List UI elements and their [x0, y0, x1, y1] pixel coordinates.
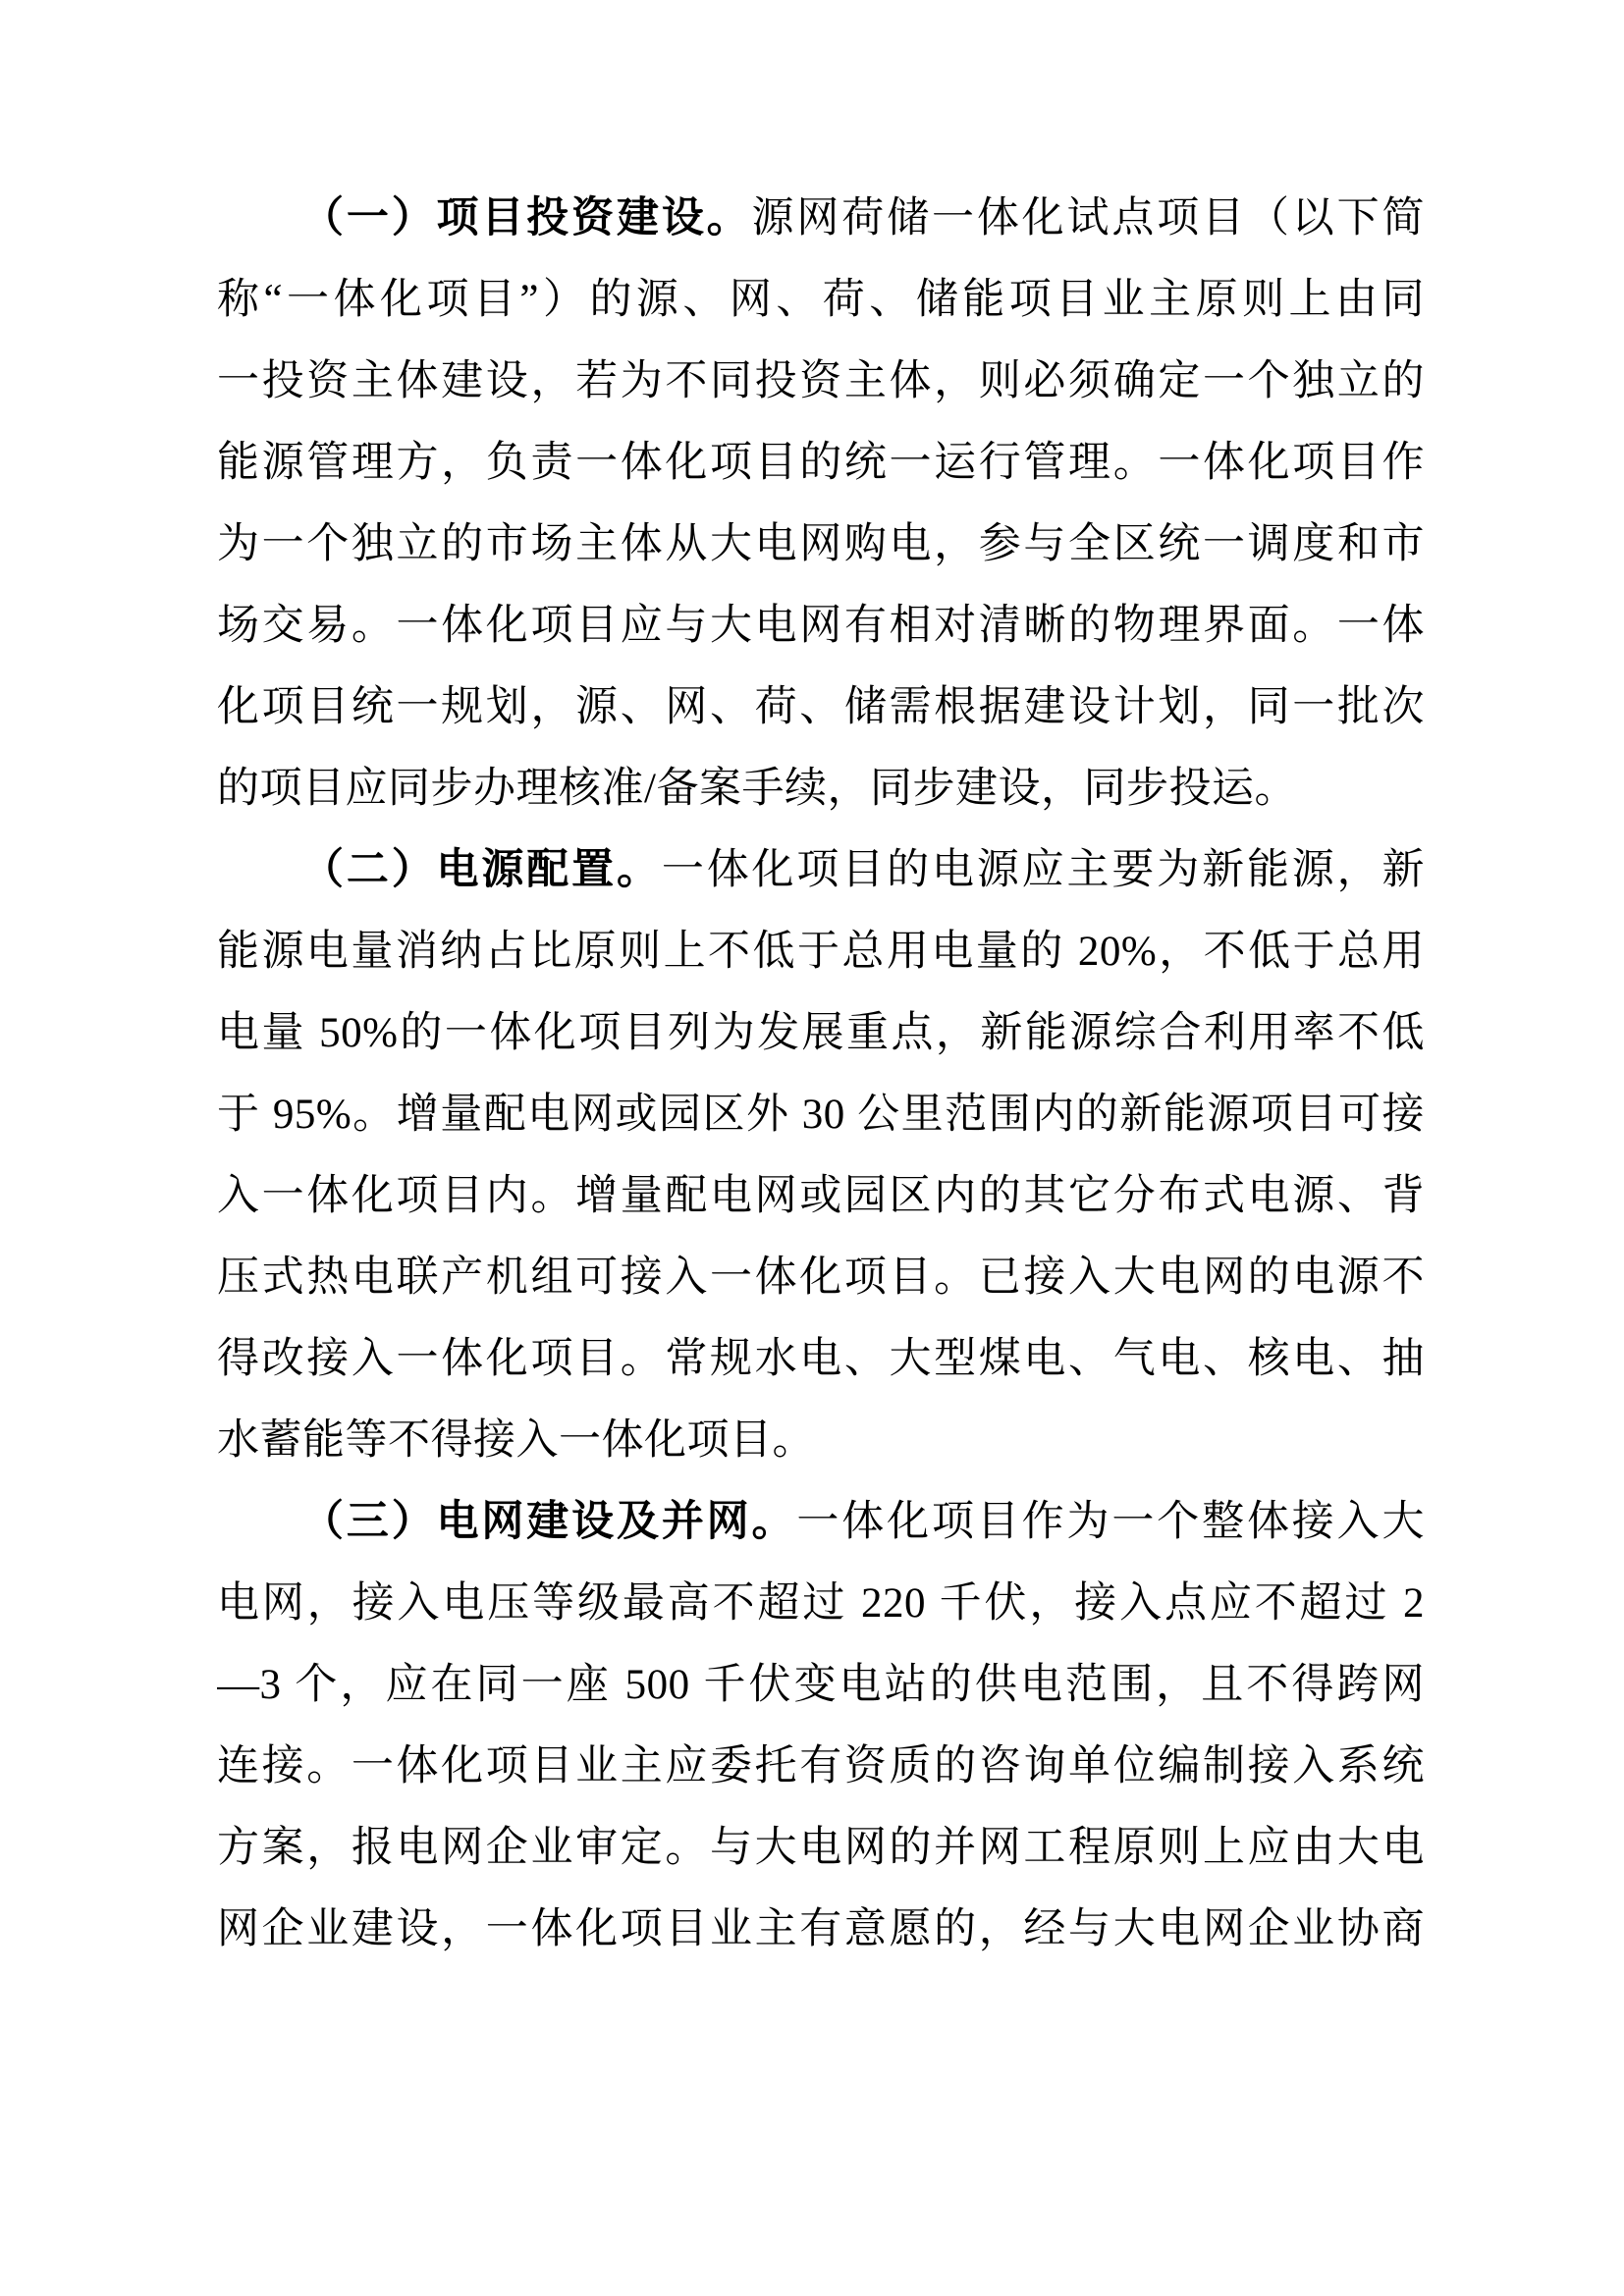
paragraph-3-line-5: [217, 1807, 1425, 1889]
line-text: 能源管理方，负责一体化项目的统一运行管理。一体化项目作: [217, 440, 1425, 486]
paragraph-2-line-4: [217, 1074, 1425, 1155]
line-text: 的项目应同步办理核准/备案手续，同步建设，同步投运。: [217, 766, 1297, 812]
paragraph-1-line-8: [217, 748, 1425, 829]
paragraph-1-line-6: [217, 585, 1425, 667]
line-text: 于 95%。增量配电网或园区外 30 公里范围内的新能源项目可接: [217, 1092, 1425, 1138]
section-3-heading: （三）电网建设及并网。: [301, 1499, 797, 1545]
line-text: —3 个，应在同一座 500 千伏变电站的供电范围，且不得跨网: [217, 1662, 1425, 1708]
paragraph-3-line-6: [217, 1889, 1425, 1970]
line-text: 入一体化项目内。增量配电网或园区内的其它分布式电源、背: [217, 1173, 1425, 1219]
line-text: 连接。一体化项目业主应委托有资质的咨询单位编制接入系统: [217, 1743, 1425, 1789]
paragraph-1-line-4: [217, 422, 1425, 504]
paragraph-2-line-3: [217, 992, 1425, 1074]
paragraph-2-line-2: [217, 911, 1425, 992]
line-text: 一体化项目作为一个整体接入大: [796, 1499, 1425, 1545]
line-text: 能源电量消纳占比原则上不低于总用电量的 20%，不低于总用: [217, 929, 1425, 975]
line-text: 电网，接入电压等级最高不超过 220 千伏，接入点应不超过 2: [217, 1580, 1425, 1627]
line-text: 网企业建设，一体化项目业主有意愿的，经与大电网企业协商: [217, 1906, 1425, 1952]
section-1-heading: （一）项目投资建设。: [301, 195, 752, 241]
paragraph-3-line-2: [217, 1563, 1425, 1644]
line-text: 方案，报电网企业审定。与大电网的并网工程原则上应由大电: [217, 1825, 1425, 1871]
line-text: 为一个独立的市场主体从大电网购电，参与全区统一调度和市: [217, 521, 1425, 567]
paragraph-2-line-6: [217, 1237, 1425, 1318]
line-text: 压式热电联产机组可接入一体化项目。已接入大电网的电源不: [217, 1255, 1425, 1301]
line-text: 水蓄能等不得接入一体化项目。: [217, 1417, 815, 1464]
line-text: 称“一体化项目”）的源、网、荷、储能项目业主原则上由同: [217, 277, 1425, 323]
document-body: [217, 178, 1425, 1970]
line-text: 电量 50%的一体化项目列为发展重点，新能源综合利用率不低: [217, 1010, 1425, 1056]
line-text: 化项目统一规划，源、网、荷、储需根据建设计划，同一批次: [217, 684, 1425, 730]
paragraph-1-line-1: [217, 178, 1425, 259]
section-2-heading: （二）电源配置。: [301, 847, 662, 893]
paragraph-2-line-8: [217, 1400, 1425, 1481]
line-text: 源网荷储一体化试点项目（以下简: [751, 195, 1425, 241]
paragraph-1-line-5: [217, 504, 1425, 585]
paragraph-3-line-4: [217, 1726, 1425, 1807]
line-text: 一体化项目的电源应主要为新能源，新: [661, 847, 1425, 893]
paragraph-1-line-3: [217, 341, 1425, 422]
paragraph-2-line-5: [217, 1155, 1425, 1237]
paragraph-1-line-7: [217, 667, 1425, 748]
line-text: 一投资主体建设，若为不同投资主体，则必须确定一个独立的: [217, 358, 1425, 404]
paragraph-3-line-1: [217, 1481, 1425, 1563]
paragraph-3-line-3: [217, 1644, 1425, 1726]
line-text: 场交易。一体化项目应与大电网有相对清晰的物理界面。一体: [217, 603, 1425, 649]
paragraph-1-line-2: [217, 259, 1425, 341]
paragraph-2-line-1: [217, 829, 1425, 911]
paragraph-2-line-7: [217, 1318, 1425, 1400]
line-text: 得改接入一体化项目。常规水电、大型煤电、气电、核电、抽: [217, 1336, 1425, 1382]
